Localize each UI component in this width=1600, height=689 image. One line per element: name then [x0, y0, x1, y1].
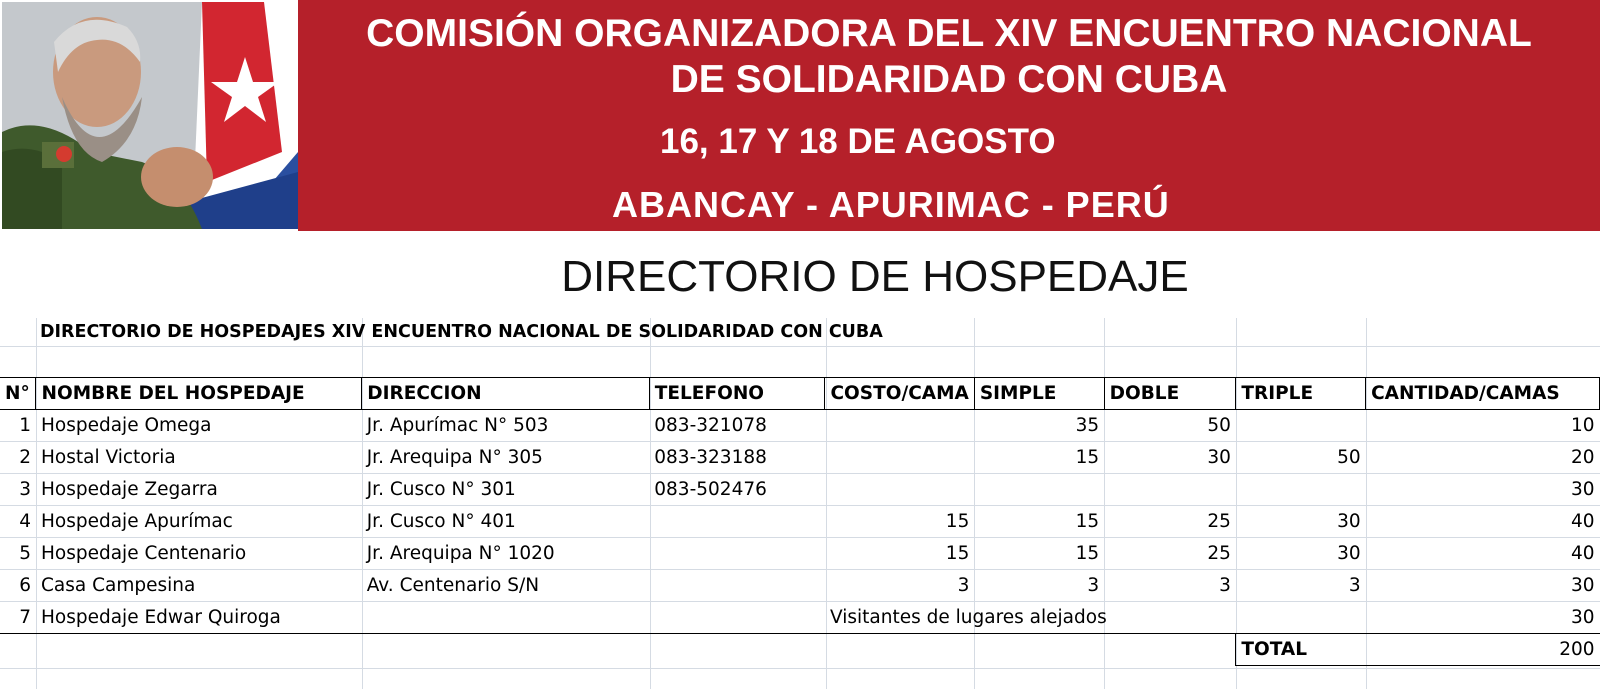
- table-header-row: [0, 378, 1600, 410]
- cell-n: 1: [19, 415, 31, 437]
- cell-n: 6: [19, 575, 31, 596]
- cell-direccion: Jr. Cusco N° 301: [366, 479, 516, 500]
- cell-camas: 20: [1570, 447, 1595, 468]
- cell-triple: 50: [1337, 447, 1361, 468]
- fidel-castro-photo: [2, 2, 298, 229]
- cell-note: Visitantes de lugares alejados: [825, 602, 1366, 634]
- banner-title-line1: COMISIÓN ORGANIZADORA DEL XIV ENCUENTRO NACIONAL: [366, 12, 1532, 55]
- banner-photo: [2, 2, 298, 229]
- cell-direccion: Av. Centenario S/N: [366, 575, 540, 596]
- cell-direccion: Jr. Cusco N° 401: [366, 511, 516, 532]
- cell-telefono: 083-321078: [654, 415, 767, 437]
- header-cell: NOMBRE DEL HOSPEDAJE: [36, 378, 362, 410]
- cell-simple: [974, 474, 1104, 506]
- page-title: DIRECTORIO DE HOSPEDAJE: [561, 252, 1189, 301]
- header-cell: SIMPLE: [974, 378, 1104, 410]
- cell-direccion: [362, 602, 650, 634]
- cell-camas: 30: [1570, 479, 1595, 500]
- cell-nombre: Hospedaje Zegarra: [40, 479, 218, 500]
- cell-doble: 50: [1207, 415, 1231, 437]
- cell-nombre: Hostal Victoria: [40, 447, 176, 468]
- cell-triple: 30: [1337, 511, 1361, 532]
- banner-dates: 16, 17 Y 18 DE AGOSTO: [660, 122, 1056, 161]
- cell-telefono: 083-502476: [654, 479, 767, 500]
- cell-direccion: Jr. Arequipa N° 305: [366, 447, 543, 468]
- cell-simple: 35: [1075, 415, 1100, 437]
- header-cell: TRIPLE: [1236, 378, 1366, 410]
- empty-cell: [1104, 634, 1236, 666]
- cell-doble: 30: [1207, 447, 1231, 468]
- spreadsheet: [0, 318, 1600, 689]
- cell-n: 5: [19, 543, 31, 564]
- cell-costo: 15: [945, 543, 970, 564]
- cell-simple: 15: [1075, 447, 1100, 468]
- cell-direccion: Jr. Arequipa N° 1020: [366, 543, 555, 564]
- table-row: [0, 602, 1600, 634]
- cell-costo: 15: [945, 511, 970, 532]
- header-cell: COSTO/CAMA: [825, 378, 974, 410]
- banner-title-line2: DE SOLIDARIDAD CON CUBA: [670, 58, 1228, 101]
- table-row: [0, 570, 1600, 602]
- cell-telefono: [649, 506, 825, 538]
- cell-camas: 40: [1570, 543, 1595, 564]
- cell-n: 2: [19, 447, 31, 468]
- total-row: [0, 634, 1600, 666]
- cell-nombre: Hospedaje Omega: [40, 415, 212, 437]
- cell-direccion: Jr. Apurímac N° 503: [366, 415, 549, 437]
- table-row: [0, 410, 1600, 442]
- cell-triple: 30: [1337, 543, 1361, 564]
- cell-camas: 30: [1570, 575, 1595, 596]
- banner-location: ABANCAY - APURIMAC - PERÚ: [612, 184, 1170, 225]
- table-row: [0, 538, 1600, 570]
- lodging-table: [0, 377, 1600, 666]
- header-banner: [0, 0, 1600, 231]
- empty-cell: [36, 634, 362, 666]
- cell-costo: [825, 442, 974, 474]
- cell-telefono: [649, 570, 825, 602]
- cell-nombre: Hospedaje Edwar Quiroga: [36, 602, 362, 634]
- header-cell: DOBLE: [1104, 378, 1236, 410]
- table-row: [0, 442, 1600, 474]
- cell-n: 3: [19, 479, 31, 500]
- cell-n: 4: [19, 511, 31, 532]
- cell-doble: [1104, 474, 1236, 506]
- cell-simple: 15: [1075, 543, 1100, 564]
- empty-cell: [825, 634, 974, 666]
- header-cell: N°: [0, 378, 36, 410]
- cell-telefono: [649, 602, 825, 634]
- cell-telefono: 083-323188: [654, 447, 767, 468]
- cell-triple: 3: [1348, 575, 1361, 596]
- table-row: [0, 474, 1600, 506]
- cell-nombre: Casa Campesina: [40, 575, 196, 596]
- cell-camas: 40: [1570, 511, 1595, 532]
- header-cell: CANTIDAD/CAMAS: [1366, 378, 1600, 410]
- header-cell: TELEFONO: [649, 378, 825, 410]
- total-label: TOTAL: [1236, 634, 1366, 666]
- total-value: 200: [1366, 634, 1600, 666]
- empty-cell: [649, 634, 825, 666]
- sheet-title: DIRECTORIO DE HOSPEDAJES XIV ENCUENTRO NACIONAL DE SOLIDARIDAD CON CUBA: [40, 322, 883, 342]
- cell-camas: 30: [1366, 602, 1600, 634]
- cell-costo: [825, 474, 974, 506]
- cell-triple: [1236, 410, 1366, 442]
- empty-cell: [0, 634, 36, 666]
- empty-cell: [362, 634, 650, 666]
- empty-cell: [974, 634, 1104, 666]
- cell-doble: 3: [1219, 575, 1231, 596]
- table-row: [0, 506, 1600, 538]
- cell-n: 7: [0, 602, 36, 634]
- cell-simple: 15: [1075, 511, 1100, 532]
- cell-costo: [825, 410, 974, 442]
- header-cell: DIRECCION: [362, 378, 650, 410]
- cell-camas: 10: [1570, 415, 1595, 437]
- cell-triple: [1236, 474, 1366, 506]
- cell-telefono: [649, 538, 825, 570]
- cell-doble: 25: [1207, 543, 1231, 564]
- cell-doble: 25: [1207, 511, 1231, 532]
- cell-nombre: Hospedaje Centenario: [40, 543, 247, 564]
- cell-simple: 3: [1087, 575, 1100, 596]
- cell-nombre: Hospedaje Apurímac: [40, 511, 233, 532]
- cell-costo: 3: [957, 575, 970, 596]
